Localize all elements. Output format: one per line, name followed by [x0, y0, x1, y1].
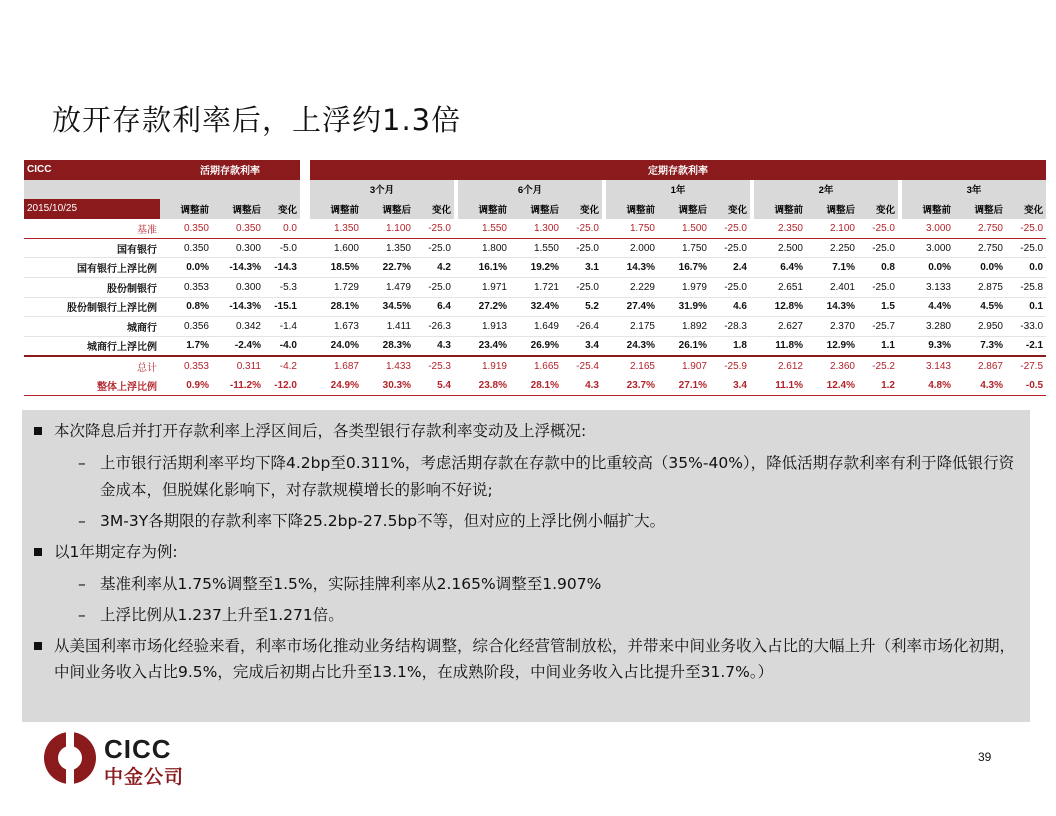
table-cell: 0.300	[212, 278, 264, 298]
table-cell: 2.165	[606, 356, 658, 376]
row-label: 国有银行上浮比例	[24, 258, 160, 278]
table-cell: 23.4%	[458, 336, 510, 356]
table-cell: 2.875	[954, 278, 1006, 298]
table-cell: 1.687	[310, 356, 362, 376]
bullet	[34, 539, 1018, 565]
table-cell: 4.8%	[902, 376, 954, 396]
table-cell: 3.133	[902, 278, 954, 298]
table-cell: 4.5%	[954, 297, 1006, 317]
table-cell: 1.1	[858, 336, 898, 356]
sub-bullet	[34, 450, 1018, 504]
table-cell: -26.3	[414, 317, 454, 337]
table-cell: -25.0	[710, 278, 750, 298]
sub-bullet-text: 基准利率从1.75%调整至1.5%，实际挂牌利率从2.165%调整至1.907%	[100, 575, 602, 593]
cicc-logo	[44, 732, 204, 788]
table-cell: 1.2	[858, 376, 898, 396]
dash-icon: –	[78, 606, 86, 624]
page-title: 放开存款利率后，上浮约1.3倍	[52, 103, 462, 137]
table-cell: 0.353	[160, 356, 212, 376]
table-cell: 0.311	[212, 356, 264, 376]
table-cell: 5.2	[562, 297, 602, 317]
date-cell: 2015/10/25	[24, 199, 160, 219]
table-cell: 2.651	[754, 278, 806, 298]
sub-bullet	[34, 571, 1018, 598]
table-cell: 1.350	[362, 238, 414, 258]
table-row	[24, 317, 1046, 337]
table-cell: -12.0	[264, 376, 300, 396]
table-cell: -0.5	[1006, 376, 1046, 396]
table-cell: 1.649	[510, 317, 562, 337]
table-row	[24, 336, 1046, 356]
table-cell: -11.2%	[212, 376, 264, 396]
table-cell: 27.4%	[606, 297, 658, 317]
dash-icon: –	[78, 512, 86, 530]
table-cell: 2.612	[754, 356, 806, 376]
row-label: 城商行	[24, 317, 160, 337]
table-cell: 2.500	[754, 238, 806, 258]
dash-icon: –	[78, 454, 86, 472]
table-cell: 1.411	[362, 317, 414, 337]
logo-text-cn: 中金公司	[104, 766, 185, 788]
table-cell: 0.8%	[160, 297, 212, 317]
table-cell: -4.0	[264, 336, 300, 356]
cicc-logo-mark-icon	[44, 732, 96, 784]
table-cell: 0.0%	[160, 258, 212, 278]
table-cell: 14.3%	[606, 258, 658, 278]
brand-cell: CICC	[24, 160, 160, 180]
table-cell: 30.3%	[362, 376, 414, 396]
table-row	[24, 356, 1046, 376]
term-header: 2年	[754, 180, 898, 200]
column-header: 调整后	[954, 199, 1006, 219]
table-cell: 2.401	[806, 278, 858, 298]
column-header: 调整后	[510, 199, 562, 219]
table-cell: 1.350	[310, 219, 362, 239]
table-cell: 26.1%	[658, 336, 710, 356]
column-header: 调整前	[754, 199, 806, 219]
table-cell: -25.0	[710, 238, 750, 258]
table-cell: 1.600	[310, 238, 362, 258]
table-cell: -4.2	[264, 356, 300, 376]
table-cell: 19.2%	[510, 258, 562, 278]
table-cell: -25.0	[858, 219, 898, 239]
table-cell: -25.0	[1006, 219, 1046, 239]
table-cell: 12.8%	[754, 297, 806, 317]
table-cell: 1.971	[458, 278, 510, 298]
table-cell: 4.3	[562, 376, 602, 396]
term-header: 6个月	[458, 180, 602, 200]
table-cell: -15.1	[264, 297, 300, 317]
table-cell: 3.280	[902, 317, 954, 337]
column-header: 调整前	[160, 199, 212, 219]
table-cell: 24.0%	[310, 336, 362, 356]
table-cell: 1.300	[510, 219, 562, 239]
table-cell: 0.9%	[160, 376, 212, 396]
table-cell: 0.8	[858, 258, 898, 278]
table-cell: 3.000	[902, 219, 954, 239]
term-header: 3年	[902, 180, 1046, 200]
table-cell: -25.7	[858, 317, 898, 337]
dash-icon: –	[78, 575, 86, 593]
table-cell: -25.3	[414, 356, 454, 376]
table-cell: 2.229	[606, 278, 658, 298]
table-cell: 3.4	[562, 336, 602, 356]
notes-panel	[22, 410, 1030, 722]
table-cell: -25.0	[414, 219, 454, 239]
table-cell: 3.4	[710, 376, 750, 396]
table-cell: 3.1	[562, 258, 602, 278]
table-cell: 2.000	[606, 238, 658, 258]
table-cell: 9.3%	[902, 336, 954, 356]
table-cell: 1.919	[458, 356, 510, 376]
table-cell: 24.3%	[606, 336, 658, 356]
bullet	[34, 418, 1018, 444]
table-cell: 1.800	[458, 238, 510, 258]
table-cell: -2.1	[1006, 336, 1046, 356]
row-label: 整体上浮比例	[24, 376, 160, 396]
table-cell: 2.4	[710, 258, 750, 278]
table-cell: 23.8%	[458, 376, 510, 396]
table-cell: 23.7%	[606, 376, 658, 396]
column-header: 变化	[858, 199, 898, 219]
table-cell: 0.353	[160, 278, 212, 298]
table-cell: 24.9%	[310, 376, 362, 396]
table-cell: 1.550	[510, 238, 562, 258]
table-cell: -26.4	[562, 317, 602, 337]
sub-bullet-text: 上市银行活期利率平均下降4.2bp至0.311%，考虑活期存款在存款中的比重较高（35%-40%），降低活期存款利率有利于降低银行资金成本，但脱媒化影响下，对存款规模增长的影响不好说;	[100, 454, 1015, 499]
table-cell: 2.100	[806, 219, 858, 239]
table-cell: -25.0	[1006, 238, 1046, 258]
table-cell: -2.4%	[212, 336, 264, 356]
table-cell: -25.9	[710, 356, 750, 376]
table-cell: 32.4%	[510, 297, 562, 317]
bullet-text: 本次降息后并打开存款利率上浮区间后，各类型银行存款利率变动及上浮概况:	[54, 422, 587, 440]
column-header: 调整前	[310, 199, 362, 219]
table-cell: 0.342	[212, 317, 264, 337]
table-cell: 26.9%	[510, 336, 562, 356]
table-row	[24, 297, 1046, 317]
table-cell: 0.350	[160, 238, 212, 258]
group-fixed-header: 定期存款利率	[310, 160, 1046, 180]
bullet-text: 以1年期定存为例:	[54, 543, 178, 561]
bullet-square-icon	[34, 642, 42, 650]
table-cell: -27.5	[1006, 356, 1046, 376]
table-cell: -25.0	[858, 278, 898, 298]
table-cell: 2.370	[806, 317, 858, 337]
table-cell: 0.1	[1006, 297, 1046, 317]
table-cell: 1.750	[658, 238, 710, 258]
table-cell: 16.7%	[658, 258, 710, 278]
table-cell: 27.2%	[458, 297, 510, 317]
table-cell: -1.4	[264, 317, 300, 337]
table-cell: -14.3%	[212, 258, 264, 278]
table-cell: 11.8%	[754, 336, 806, 356]
table-cell: 1.729	[310, 278, 362, 298]
row-label: 国有银行	[24, 238, 160, 258]
table-row	[24, 219, 1046, 239]
table-cell: -25.0	[414, 238, 454, 258]
table-cell: 1.979	[658, 278, 710, 298]
table-cell: 5.4	[414, 376, 454, 396]
table-cell: 0.356	[160, 317, 212, 337]
table-cell: 1.500	[658, 219, 710, 239]
table-cell: -28.3	[710, 317, 750, 337]
table-row	[24, 278, 1046, 298]
table-cell: 28.3%	[362, 336, 414, 356]
table-cell: 12.9%	[806, 336, 858, 356]
table-cell: 2.360	[806, 356, 858, 376]
table-cell: 0.300	[212, 238, 264, 258]
table-cell: 12.4%	[806, 376, 858, 396]
table-cell: 1.433	[362, 356, 414, 376]
column-header: 变化	[710, 199, 750, 219]
table-cell: -25.0	[562, 238, 602, 258]
row-label: 基准	[24, 219, 160, 239]
table-cell: 1.913	[458, 317, 510, 337]
sub-bullet-text: 3M-3Y各期限的存款利率下降25.2bp-27.5bp不等，但对应的上浮比例小幅扩大。	[100, 512, 666, 530]
table-cell: 0.0	[264, 219, 300, 239]
table-cell: 3.000	[902, 238, 954, 258]
sub-bullet	[34, 602, 1018, 629]
table-cell: -25.0	[562, 219, 602, 239]
table-cell: 0.0%	[954, 258, 1006, 278]
column-header: 变化	[264, 199, 300, 219]
column-header: 变化	[562, 199, 602, 219]
table-cell: 2.250	[806, 238, 858, 258]
table-cell: -25.2	[858, 356, 898, 376]
table-cell: -25.0	[710, 219, 750, 239]
table-cell: 1.550	[458, 219, 510, 239]
column-header: 调整后	[212, 199, 264, 219]
table-cell: 2.867	[954, 356, 1006, 376]
table-cell: 7.1%	[806, 258, 858, 278]
table-cell: 2.750	[954, 219, 1006, 239]
table-cell: 4.3	[414, 336, 454, 356]
column-header: 调整前	[606, 199, 658, 219]
table-cell: 1.750	[606, 219, 658, 239]
table-cell: 4.3%	[954, 376, 1006, 396]
table-cell: 1.479	[362, 278, 414, 298]
row-label: 城商行上浮比例	[24, 336, 160, 356]
table-cell: 1.907	[658, 356, 710, 376]
table-cell: 31.9%	[658, 297, 710, 317]
table-cell: 0.350	[160, 219, 212, 239]
table-cell: 1.5	[858, 297, 898, 317]
table-cell: -5.3	[264, 278, 300, 298]
bullet-text: 从美国利率市场化经验来看，利率市场化推动业务结构调整，综合化经营管制放松，并带来中间业务收入占比的大幅上升（利率市场化初期，中间业务收入占比9.5%，完成后初期占比升至13.1%，在成熟阶段，中间业务收入占比提升至31.7%。）	[54, 637, 1016, 681]
column-header: 变化	[414, 199, 454, 219]
column-header: 调整后	[806, 199, 858, 219]
table-cell: 2.950	[954, 317, 1006, 337]
rates-table	[24, 160, 1044, 396]
table-cell: 0.0%	[902, 258, 954, 278]
column-header: 调整后	[362, 199, 414, 219]
table-cell: 7.3%	[954, 336, 1006, 356]
term-header: 1年	[606, 180, 750, 200]
table-cell: 28.1%	[310, 297, 362, 317]
table-cell: 11.1%	[754, 376, 806, 396]
table-cell: 2.750	[954, 238, 1006, 258]
table-cell: 1.100	[362, 219, 414, 239]
table-cell: 2.627	[754, 317, 806, 337]
table-cell: 14.3%	[806, 297, 858, 317]
table-cell: 1.673	[310, 317, 362, 337]
bullet-square-icon	[34, 427, 42, 435]
table-cell: 2.350	[754, 219, 806, 239]
table-cell: 34.5%	[362, 297, 414, 317]
table-cell: -14.3	[264, 258, 300, 278]
table-cell: 1.721	[510, 278, 562, 298]
table-cell: 22.7%	[362, 258, 414, 278]
term-header: 3个月	[310, 180, 454, 200]
table-cell: 1.8	[710, 336, 750, 356]
row-label: 股份制银行上浮比例	[24, 297, 160, 317]
table-cell: 28.1%	[510, 376, 562, 396]
table-cell: -5.0	[264, 238, 300, 258]
table-cell: -25.0	[858, 238, 898, 258]
bullet-square-icon	[34, 548, 42, 556]
table-cell: 18.5%	[310, 258, 362, 278]
table-cell: 4.6	[710, 297, 750, 317]
table-cell: 1.665	[510, 356, 562, 376]
group-current-header: 活期存款利率	[160, 160, 300, 180]
table-row	[24, 258, 1046, 278]
column-header: 调整后	[658, 199, 710, 219]
table-row	[24, 238, 1046, 258]
table-cell: -14.3%	[212, 297, 264, 317]
table-cell: 4.2	[414, 258, 454, 278]
table-cell: -25.8	[1006, 278, 1046, 298]
column-header: 变化	[1006, 199, 1046, 219]
table-cell: 27.1%	[658, 376, 710, 396]
table-cell: 1.7%	[160, 336, 212, 356]
table-row	[24, 376, 1046, 396]
column-header: 调整前	[458, 199, 510, 219]
table-cell: 3.143	[902, 356, 954, 376]
sub-bullet-text: 上浮比例从1.237上升至1.271倍。	[100, 606, 344, 624]
table-cell: 16.1%	[458, 258, 510, 278]
row-label: 股份制银行	[24, 278, 160, 298]
table-cell: -25.0	[414, 278, 454, 298]
table-cell: 0.0	[1006, 258, 1046, 278]
table-cell: 2.175	[606, 317, 658, 337]
logo-text-en: CICC	[104, 734, 172, 764]
table-cell: 6.4	[414, 297, 454, 317]
table-cell: -25.4	[562, 356, 602, 376]
table-cell: 1.892	[658, 317, 710, 337]
table-cell: 4.4%	[902, 297, 954, 317]
table-cell: -25.0	[562, 278, 602, 298]
row-label: 总计	[24, 356, 160, 376]
table-cell: -33.0	[1006, 317, 1046, 337]
bullet	[34, 633, 1018, 685]
table-cell: 6.4%	[754, 258, 806, 278]
page-number: 39	[978, 750, 992, 764]
column-header: 调整前	[902, 199, 954, 219]
table-cell: 0.350	[212, 219, 264, 239]
sub-bullet	[34, 508, 1018, 535]
